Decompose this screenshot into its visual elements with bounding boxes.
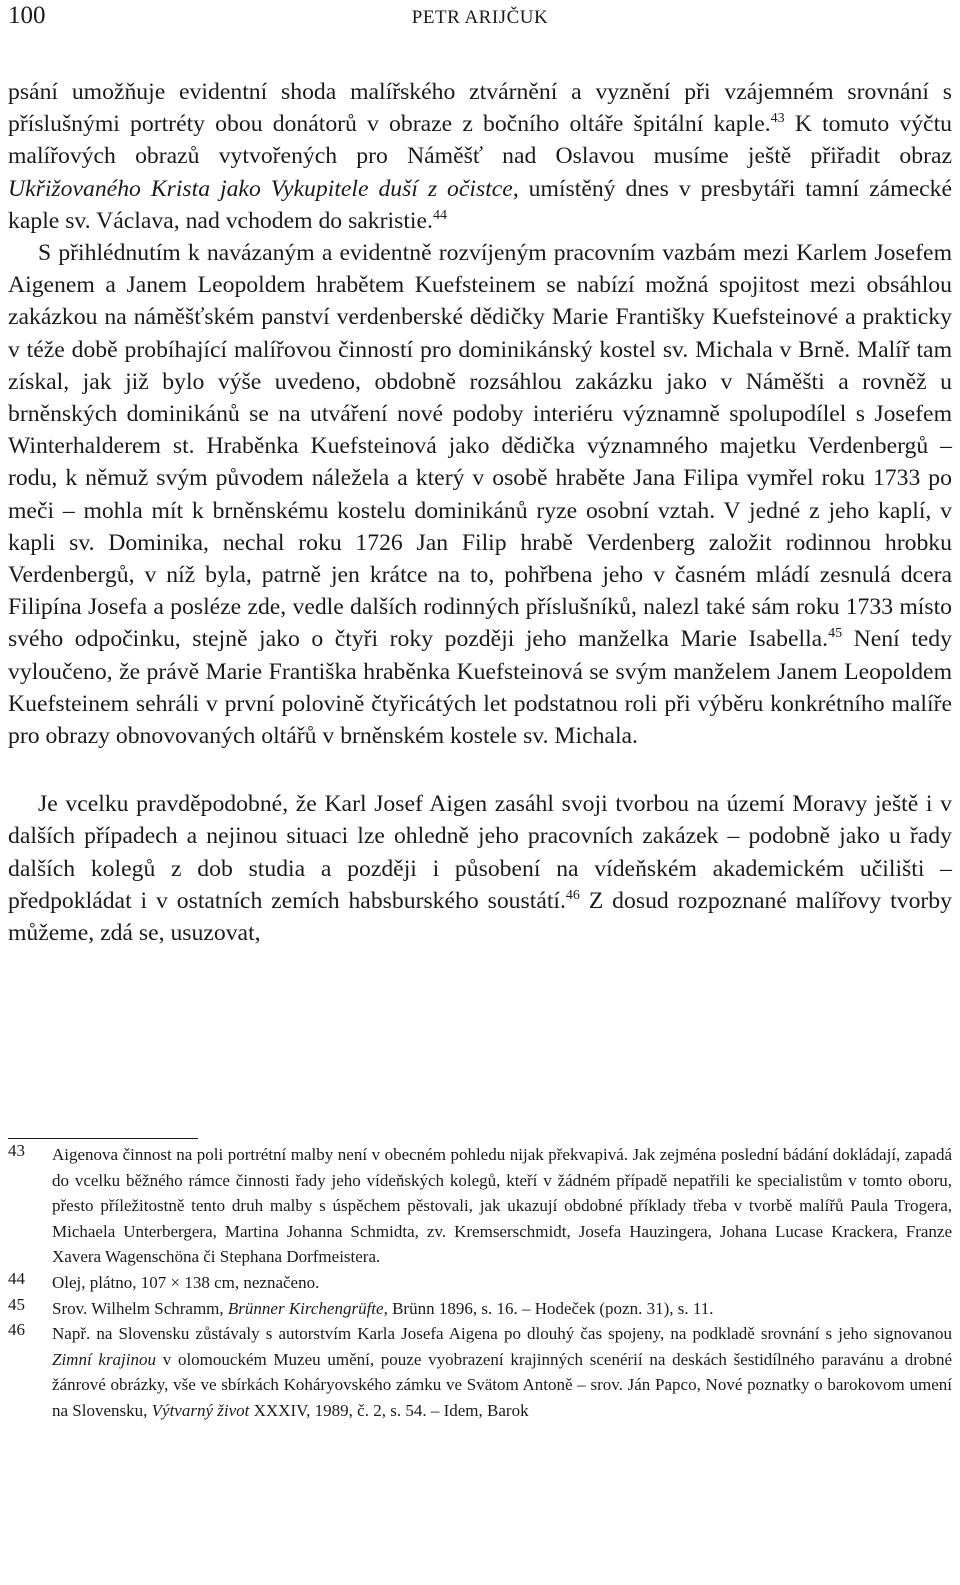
footnote-ref-46: 46 [565, 887, 580, 903]
footnote-number: 43 [8, 1141, 25, 1160]
main-text [8, 76, 952, 949]
footnote-number: 46 [8, 1320, 25, 1340]
footnote-text: v olomouckém Muzeu umění, pouze vyobrazení krajinných scenérií na deskách šestidílného paravánu a drobné žánrové obrázky, vše ve sbírkách Koháryovského zámku ve Svätom Antoně – srov. Ján Papco, Nové poznatky o barokovom umení na Slovensku, [52, 1349, 952, 1420]
footnote-number: 45 [8, 1294, 25, 1314]
running-head-author: PETR ARIJČUK [411, 7, 549, 28]
footnote-text: , Brünn 1896, s. 16. – Hodeček (pozn. 31), s. 11. [383, 1298, 714, 1318]
paragraph-2 [8, 237, 952, 752]
book-title: Brünner Kirchengrüfte [227, 1298, 384, 1318]
footnote-43 [8, 1142, 952, 1270]
journal-title: Výtvarný život [151, 1400, 250, 1420]
footnote-text: Aigenova činnost na poli portrétní malby není v obecném pohledu nijak překvapivá. Jak zejména poslední bádání dokládají, zapadá do vcelku běžného rámce činnosti řady jeho vídeňských kolegů, kteří v žádném případě nepatřili ke specialistům v tomto oboru, přesto příležitostně tento druh malby s úspěchem pěstovali, jak ukazují obdobné příklady třeba v tvorbě malířů Paula Trogera, Michaela Unterbergera, Martina Johanna Schmidta, zv. Kremserschmidt, Josefa Hauzingera, Johana Lucase Krackera, Franze Xavera Wagenschöna či Stephana Dorfmeistera. [52, 1145, 952, 1267]
footnote-text: Např. na Slovensku zůstávaly s autorstvím Karla Josefa Aigena po dlouhý čas spojeny, na podkladě srovnání s jeho signovanou [52, 1324, 952, 1344]
artwork-title: Ukřižovaného Krista jako Vykupitele duší z očistce [8, 175, 513, 202]
footnote-45 [8, 1296, 952, 1322]
text-run: psání umožňuje evidentní shoda malířského ztvárnění a vyznění při vzájemném srovnání s příslušnými portréty obou donátorů v obraze z bočního oltáře špitální kaple. [8, 79, 952, 138]
footnote-text: XXXIV, 1989, č. 2, s. 54. – Idem, Barok [249, 1400, 529, 1420]
text-run: K tomuto výčtu malířových obrazů vytvořených pro Náměšť nad Oslavou musíme ještě přiřadit obraz [8, 111, 952, 170]
page-header [8, 2, 952, 34]
footnote-number: 44 [8, 1268, 25, 1288]
footnote-text: Olej, plátno, 107 × 138 cm, neznačeno. [52, 1272, 320, 1292]
footnote-44 [8, 1270, 952, 1296]
text-run: Není tedy vyloučeno, že právě Marie Františka hraběnka Kuefsteinová se svým manželem Janem Leopoldem Kuefsteinem sehráli v první polovině čtyřicátých let podstatnou roli při výběru konkrétního malíře pro obrazy obnovovaných oltářů v brněnském kostele sv. Michala. [8, 626, 952, 750]
text-run: S přihlédnutím k navázaným a evidentně rozvíjeným pracovním vazbám mezi Karlem Josefem Aigenem a Janem Leopoldem hrabětem Kuefsteinem se nabízí možná spojitost mezi obsáhlou zakázkou na náměšťském panství verdenberské dědičky Marie Františky Kuefsteinové a prakticky v téže době probíhající malířovou činností pro dominikánský kostel sv. Michala v Brně. Malíř tam získal, jak již bylo výše uvedeno, obdobně rozsáhlou zakázku jako v Náměšti a rovněž u brněnských dominikánů se na utváření nové podoby interiéru významně spolupodílel s Josefem Winterhalderem st. Hraběnka Kuefsteinová jako dědička významného majetku Verdenbergů – rodu, k němuž svým původem náležela a který v osobě hraběte Jana Filipa vymřel roku 1733 po meči – mohla mít k brněnskému kostelu dominikánů ryze osobní vztah. V jedné z jeho kaplí, v kapli sv. Dominika, nechal roku 1726 Jan Filip hrabě Verdenberg založit rodinnou hrobku Verdenbergů, v níž byla, patrně jen krátce na to, pohřbena jeho v časném mládí zesnulá dcera Filipína Josefa a posléze zde, vedle dalších rodinných příslušníků, nalezl také sám roku 1733 místo svého odpočinku, stejně jako o čtyři roky později jeho manželka Marie Isabella. [8, 240, 952, 653]
footnote-ref-44: 44 [432, 207, 447, 223]
page-number: 100 [8, 2, 46, 29]
footnote-ref-45: 45 [828, 626, 843, 642]
artwork-title: Zimní krajinou [52, 1349, 157, 1369]
footnote-divider [8, 1138, 198, 1139]
footnote-ref-43: 43 [770, 111, 785, 127]
paragraph-3 [8, 788, 952, 949]
footnotes [8, 1142, 952, 1424]
text-run: Z dosud rozpoznané malířovy tvorby můžeme, zdá se, usuzovat, [8, 887, 952, 947]
footnote-46 [8, 1321, 952, 1423]
footnote-text: Srov. Wilhelm Schramm, [52, 1298, 228, 1318]
text-run: Je vcelku pravděpodobné, že Karl Josef Aigen zasáhl svoji tvorbou na území Moravy ještě i v dalších případech a nejinou situaci lze ohledně jeho pracovních zakázek – podobně jako u řady dalších kolegů z dob studia a později i působení na vídeňském akademickém učilišti – předpokládat i v ostatních zemích habsburského soustátí. [8, 791, 952, 914]
text-run: , umístěný dnes v presbytáři tamní zámecké kaple sv. Václava, nad vchodem do sakristie. [8, 175, 952, 234]
paragraph-1 [8, 76, 952, 237]
